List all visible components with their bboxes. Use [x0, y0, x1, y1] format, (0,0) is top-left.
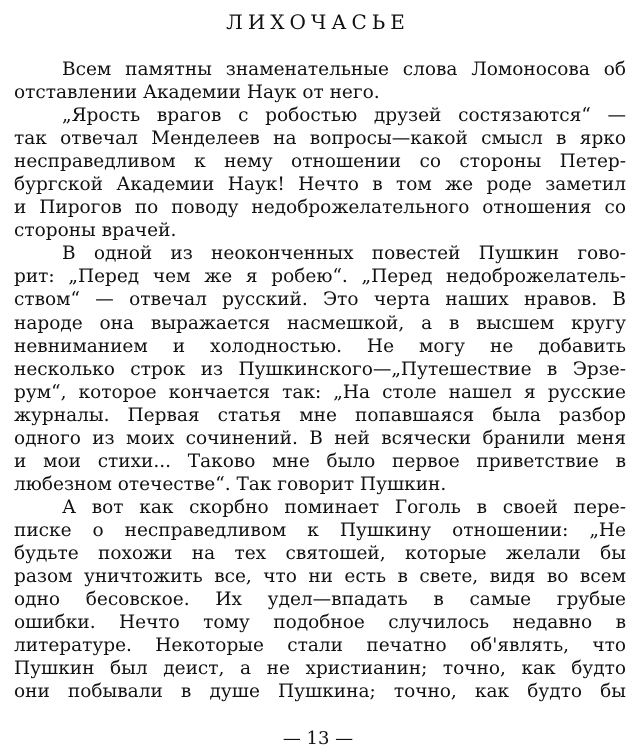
text-line: и Пирогов по поводу недоброжелательного отношения со [14, 197, 626, 219]
text-line: Пушкин был деист, а не христианин; точно, как будто [14, 658, 626, 680]
chapter-title: ЛИХОЧАСЬЕ [226, 10, 410, 34]
text-line: Всем памятны знаменательные слова Ломоносова об [62, 59, 626, 80]
text-line: А вот как скорбно поминает Гоголь в своей пере- [62, 496, 626, 518]
text-line: одно бесовское. Их удел—впадать в самые грубые [14, 589, 626, 611]
text-line: бургской Академии Наук! Нечто в том же роде заметил [14, 174, 626, 196]
text-line: писке о несправедливом к Пушкину отношении: „Не [14, 519, 626, 541]
text-line: несправедливом к нему отношении со стороны Петер- [14, 151, 626, 173]
text-line: одного из моих сочинений. В ней всячески бранили меня [14, 427, 626, 449]
text-line: ством“ — отвечал русский. Это черта наших нравов. В [14, 289, 626, 311]
text-line: рит: „Перед чем же я робею“. „Перед недоброжелатель- [14, 266, 626, 288]
text-line: ошибки. Нечто тому подобное случилось недавно в [14, 612, 626, 634]
text-line: разом уничтожить все, что ни есть в свете, видя во всем [14, 566, 626, 588]
text-line: несколько строк из Пушкинского—„Путешествие в Эрзе- [14, 358, 626, 380]
text-line: невниманием и холодностью. Не могу не добавить [14, 335, 626, 357]
text-line: рум“, которое кончается так: „На столе нашел я русские [14, 381, 626, 403]
text-line: литературе. Некоторые стали печатно об'являть, что [14, 635, 626, 657]
text-line: они побывали в душе Пушкина; точно, как будто бы [14, 681, 626, 703]
text-line: „Ярость врагов с робостью друзей состязаются“ — [62, 105, 626, 127]
text-line: отставлении Академии Наук от него. [14, 82, 380, 104]
text-line: В одной из неоконченных повестей Пушкин гово- [62, 243, 626, 265]
text-line: будьте похожи на тех святошей, которые желали бы [14, 542, 626, 564]
text-line: и мои стихи... Таково мне было первое приветствие в [14, 450, 626, 472]
page-number: — 13 — [282, 728, 354, 749]
text-line: народе она выражается насмешкой, а в высшем кругу [14, 312, 626, 334]
text-line: так отвечал Менделеев на вопросы—какой смысл в ярко [14, 128, 626, 150]
body-text [14, 58, 626, 703]
text-line: любезном отечестве“. Так говорит Пушкин. [14, 473, 447, 495]
text-line: журналы. Первая статья мне попавшаяся была разбор [14, 404, 626, 426]
text-line: стороны врачей. [14, 220, 177, 242]
